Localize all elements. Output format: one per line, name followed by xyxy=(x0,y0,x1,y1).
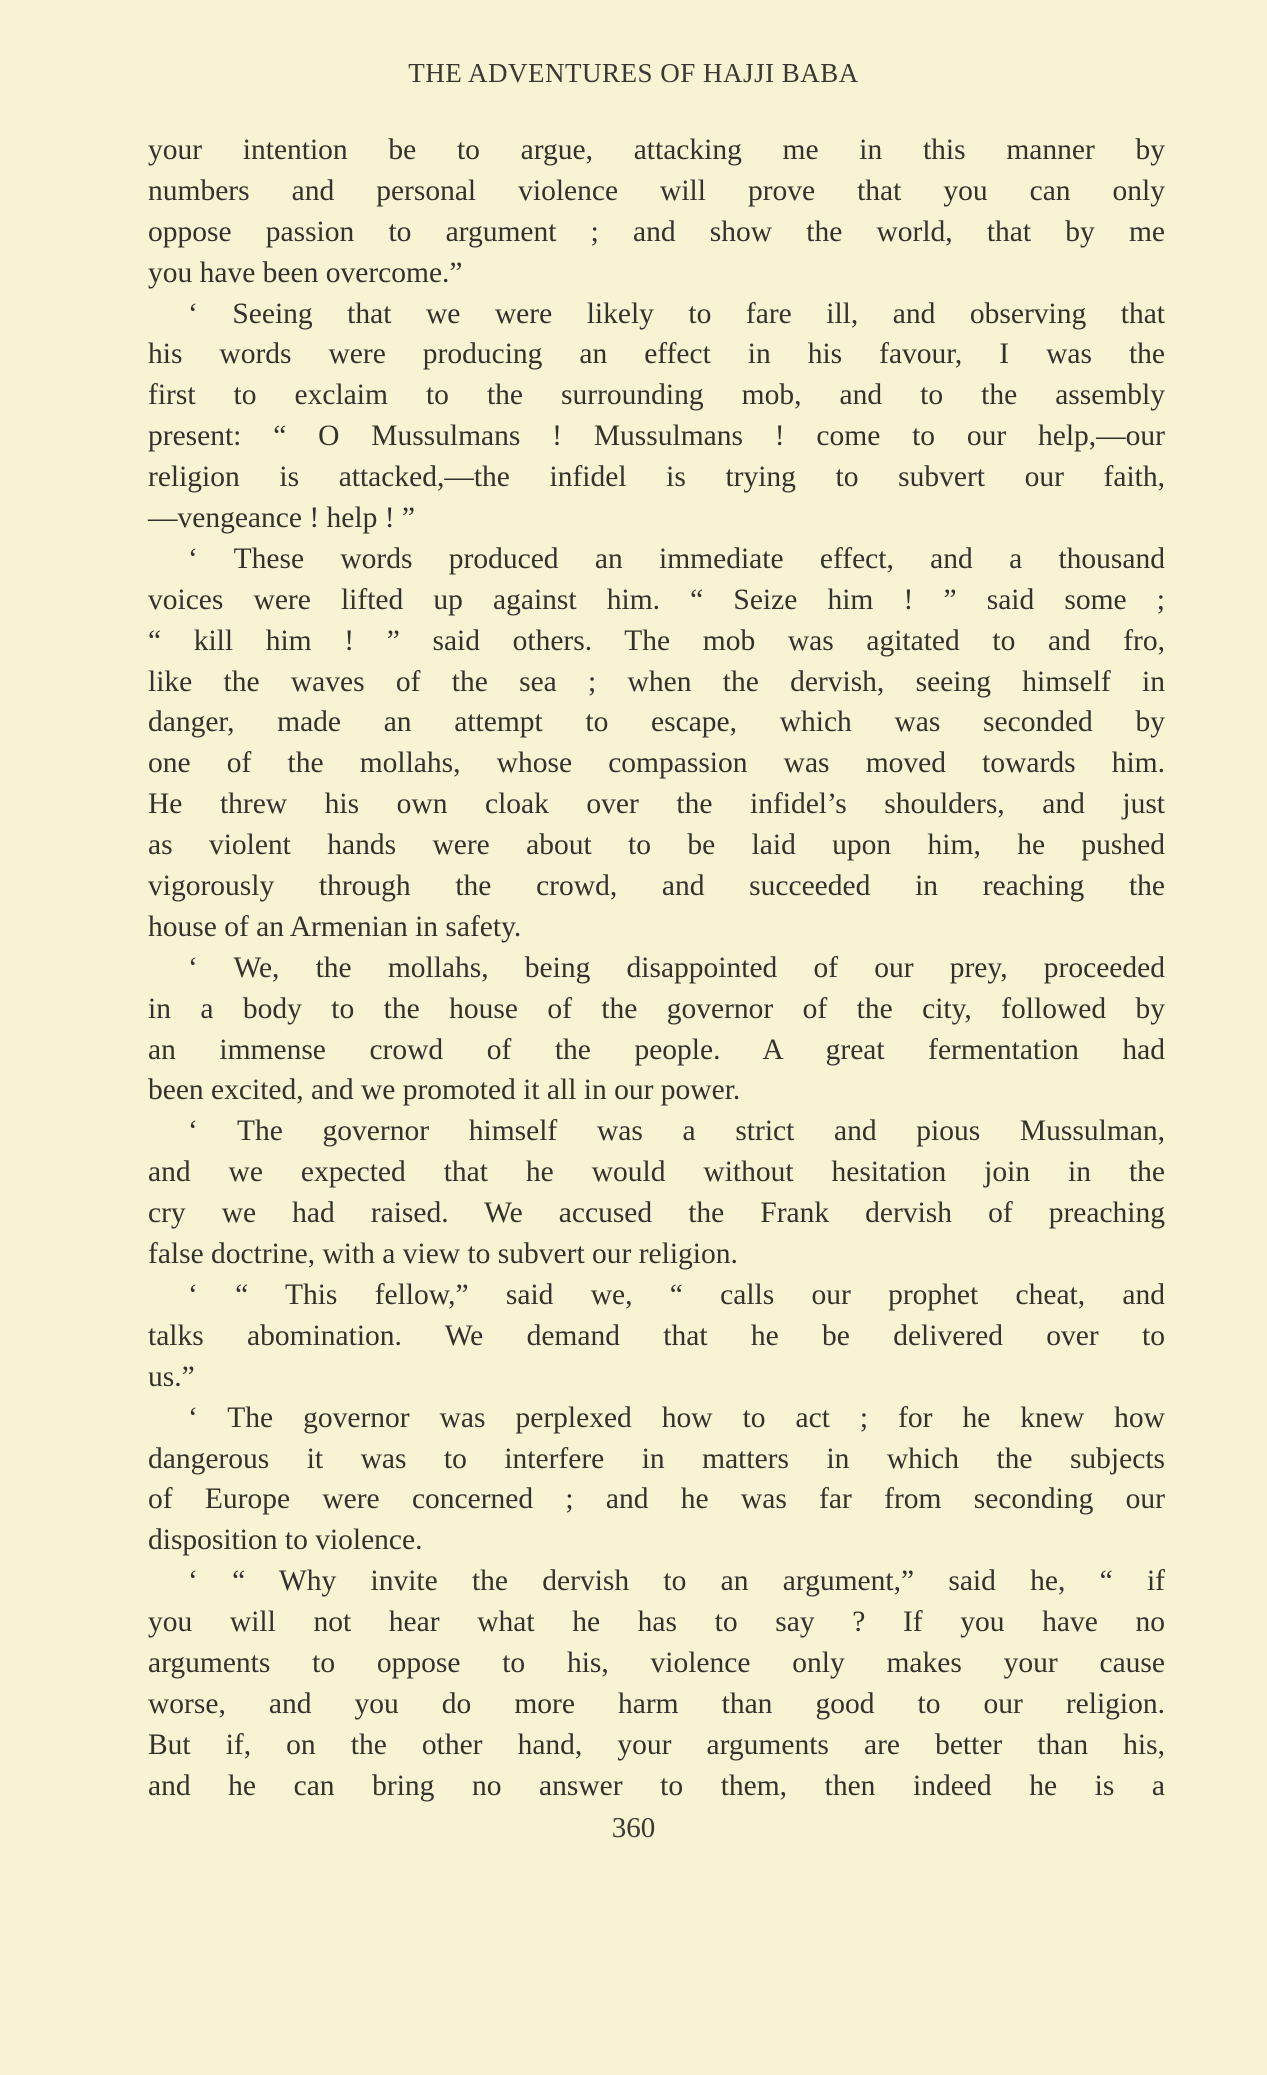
paragraph xyxy=(148,1275,1165,1398)
text-line: you have been overcome.” xyxy=(148,256,463,289)
text-line: arguments to oppose to his, violence only makes your cause xyxy=(148,1646,1165,1679)
body-text xyxy=(148,130,1165,1807)
text-line: his words were producing an effect in his favour, I was the xyxy=(148,338,1165,371)
text-line: house of an Armenian in safety. xyxy=(148,910,522,943)
text-line: “ kill him ! ” said others. The mob was agitated to and fro, xyxy=(148,624,1165,657)
paragraph xyxy=(148,130,1165,294)
paragraph xyxy=(148,539,1165,948)
text-line: ‘ “ Why invite the dervish to an argument,” said he, “ if xyxy=(188,1565,1165,1598)
text-line: ‘ These words produced an immediate effect, and a thousand xyxy=(188,542,1165,575)
text-line: numbers and personal violence will prove that you can only xyxy=(148,174,1165,207)
text-line: and we expected that he would without hesitation join in the xyxy=(148,1156,1165,1189)
text-line: disposition to violence. xyxy=(148,1524,423,1557)
text-line: —vengeance ! help ! ” xyxy=(148,502,415,535)
text-line: your intention be to argue, attacking me in this manner by xyxy=(148,134,1165,166)
text-line: ‘ “ This fellow,” said we, “ calls our prophet cheat, and xyxy=(188,1278,1165,1311)
text-line: like the waves of the sea ; when the dervish, seeing himself in xyxy=(148,665,1165,698)
text-line: voices were lifted up against him. “ Seize him ! ” said some ; xyxy=(148,583,1165,616)
paragraph xyxy=(148,1398,1165,1562)
text-line: of Europe were concerned ; and he was far from seconding our xyxy=(148,1483,1165,1516)
text-line: talks abomination. We demand that he be delivered over to xyxy=(148,1319,1165,1352)
text-line: dangerous it was to interfere in matters in which the subjects xyxy=(148,1442,1165,1475)
text-line: and he can bring no answer to them, then indeed he is a xyxy=(148,1769,1165,1802)
text-line: danger, made an attempt to escape, which was seconded by xyxy=(148,706,1165,739)
text-line: us.” xyxy=(148,1360,195,1393)
running-head: THE ADVENTURES OF HAJJI BABA xyxy=(408,58,859,88)
paragraph xyxy=(148,948,1165,1112)
text-line: first to exclaim to the surrounding mob, and to the assembly xyxy=(148,379,1165,412)
text-line: in a body to the house of the governor of the city, followed by xyxy=(148,992,1165,1025)
text-line: ‘ The governor himself was a strict and pious Mussulman, xyxy=(188,1115,1165,1148)
page-number: 360 xyxy=(611,1812,656,1844)
text-line: false doctrine, with a view to subvert our religion. xyxy=(148,1238,738,1271)
text-line: ‘ Seeing that we were likely to fare ill, and observing that xyxy=(188,297,1165,330)
paragraph xyxy=(148,294,1165,539)
text-line: ‘ The governor was perplexed how to act ; for he knew how xyxy=(188,1401,1165,1434)
text-line: you will not hear what he has to say ? If you have no xyxy=(148,1606,1165,1639)
text-line: an immense crowd of the people. A great fermentation had xyxy=(148,1033,1165,1066)
text-line: oppose passion to argument ; and show the world, that by me xyxy=(148,215,1165,248)
text-line: He threw his own cloak over the infidel’s shoulders, and just xyxy=(148,788,1165,821)
text-line: religion is attacked,—the infidel is trying to subvert our faith, xyxy=(148,461,1165,494)
paragraph xyxy=(148,1561,1165,1806)
text-line: present: “ O Mussulmans ! Mussulmans ! come to our help,—our xyxy=(148,420,1165,453)
text-line: But if, on the other hand, your arguments are better than his, xyxy=(148,1728,1165,1761)
text-line: been excited, and we promoted it all in our power. xyxy=(148,1074,741,1107)
paragraph xyxy=(148,1111,1165,1275)
text-line: vigorously through the crowd, and succeeded in reaching the xyxy=(148,870,1165,903)
text-line: one of the mollahs, whose compassion was moved towards him. xyxy=(148,747,1165,780)
text-line: as violent hands were about to be laid upon him, he pushed xyxy=(148,829,1165,862)
text-line: cry we had raised. We accused the Frank dervish of preaching xyxy=(148,1197,1165,1230)
text-line: ‘ We, the mollahs, being disappointed of our prey, proceeded xyxy=(188,951,1165,984)
text-line: worse, and you do more harm than good to our religion. xyxy=(148,1687,1165,1720)
